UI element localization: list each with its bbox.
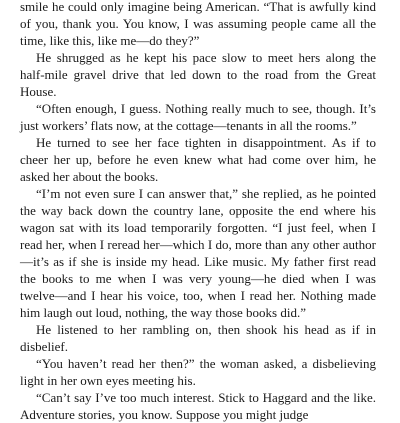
paragraph: He shrugged as he kept his pace slow to meet hers along the half-mile gravel drive that led down to the road from the Great House. [20,50,376,99]
paragraph: “Can’t say I’ve too much interest. Stick to Haggard and the like. Adventure stories, you know. Suppose you might judge [20,390,376,422]
paragraph: He turned to see her face tighten in disappointment. As if to cheer her up, before he even knew what had come over him, he asked her about the books. [20,135,376,184]
paragraph: “I’m not even sure I can answer that,” she replied, as he pointed the way back down the country lane, opposite the end where his wagon sat with its load temporarily forgotten. “I just feel, when I read her, when I reread her—which I do, more than any other author—it’s as if she is inside my head. Like music. My father first read the books to me when I was very young—he died when I was twelve—and I hear his voice, too, when I read her. Nothing made him laugh out loud, nothing, the way those books did.” [20,186,376,320]
paragraph: “You haven’t read her then?” the woman asked, a disbelieving light in her own eyes meeting his. [20,356,376,388]
paragraph: smile he could only imagine being American. “That is awfully kind of you, thank you. You know, I was assuming people came all the time, like this, like me—do they?” [20,0,376,48]
page-text [20,0,376,423]
paragraph: He listened to her rambling on, then shook his head as if in disbelief. [20,322,376,354]
paragraph: “Often enough, I guess. Nothing really much to see, though. It’s just workers’ flats now, at the cottage—tenants in all the rooms.” [20,101,376,133]
